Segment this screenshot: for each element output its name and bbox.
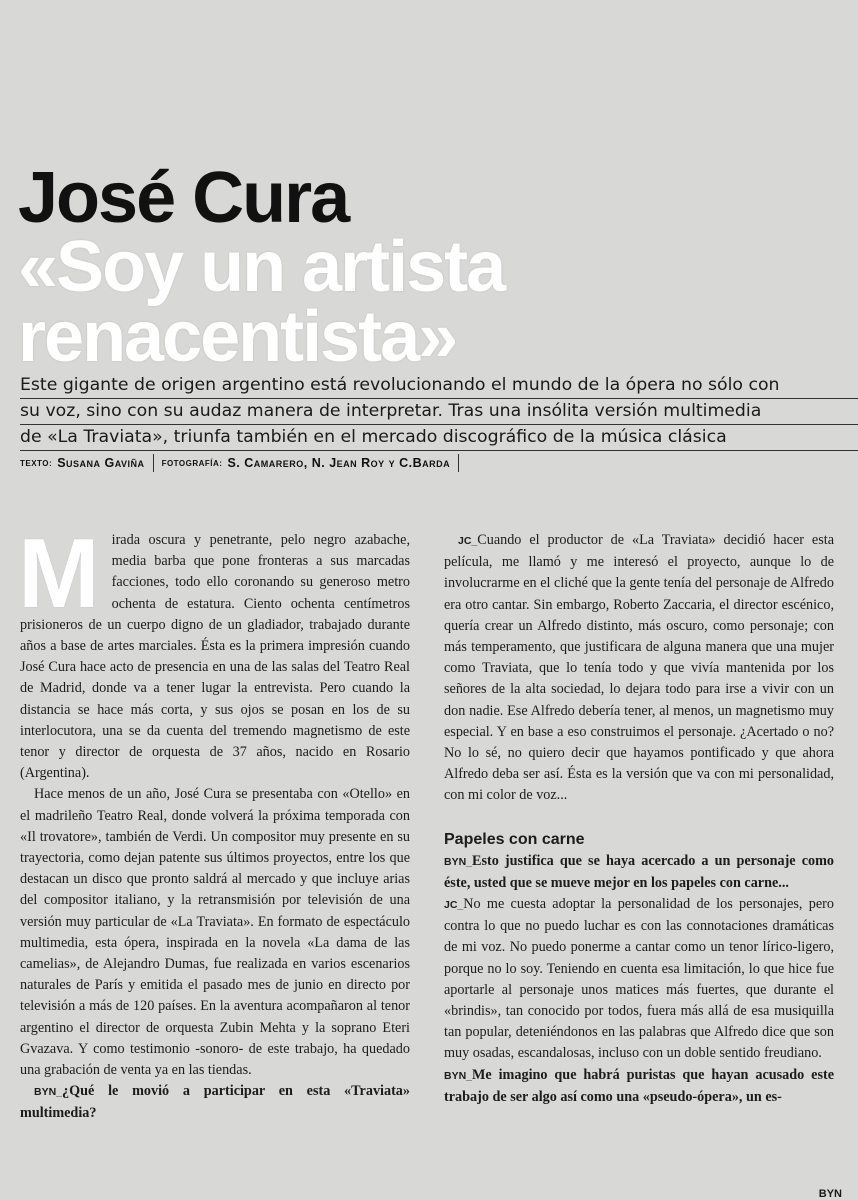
lead-line: su voz, sino con su audaz manera de interpretar. Tras una insólita versión multimedia xyxy=(20,399,858,425)
photo-credit-authors: S. Camarero, N. Jean Roy y C.Barda xyxy=(227,456,451,470)
question-text: ¿Qué le movió a participar en esta «Traviata» multimedia? xyxy=(20,1083,410,1122)
page-footer-logo: BYN xyxy=(818,1188,842,1200)
lead-line: Este gigante de origen argentino está revolucionando el mundo de la ópera no sólo con xyxy=(20,373,858,399)
photo-credit-label: FOTOGRAFÍA: xyxy=(161,458,223,468)
body-paragraph: Hace menos de un año, José Cura se presentaba con «Otello» en el madrileño Teatro Real, donde volverá la próxima temporada con «Il trovatore», también de Verdi. Un compositor muy presente en su trayectoria, como dejan patente sus últimos proyectos, entre los que destacan un disco que pronto saldrá al mercado y que incluye arias del compositor italiano, y la retransmisión por televisión de una versión muy particular de «La Traviata». En formato de espectáculo multimedia, esta ópera, inspirada en la novela «La dama de las camelias», de Alejandro Dumas, fue realizada en varios escenarios naturales de París y emitida el pasado mes de junio en directo por televisión a más de 120 países. En la aventura acompañaron al tenor argentino el director de orquesta Zubin Mehta y la soprano Eteri Gvazava. Y como testimonio -sonoro- de este trabajo, ha quedado una grabación de venta ya en las tiendas. xyxy=(20,786,410,1079)
paragraph-text: irada oscura y penetrante, pelo negro azabache, media barba que pone fronteras a sus marcadas facciones, todo ello coronando su generoso metro ochenta de estatura. Ciento ochenta centímetros prisioneros de un cuerpo digno de un gladiador, trabajado durante años a base de artes marciales. Ésta es la primera impresión cuando José Cura hace acto de presencia en una de las salas del Teatro Real de Madrid, donde va a tener lugar la entrevista. Pero cuando la distancia se hace más corta, y sus ojos se posan en los de su interlocutora, una se da cuenta del tremendo magnetismo de este tenor y director de orquesta de 37 años, nacido en Rosario (Argentina). xyxy=(20,532,410,782)
left-column xyxy=(18,518,410,1125)
lead-paragraph xyxy=(20,373,858,451)
title-quote-line: renacentista» xyxy=(18,297,457,377)
right-column xyxy=(444,530,834,1108)
speaker-tag: JC_ xyxy=(444,899,464,912)
question-text: Esto justifica que se haya acercado a un personaje como éste, usted que se mueve mejor en los papeles con carne... xyxy=(444,852,834,891)
text-credit-label: TEXTO: xyxy=(20,458,53,468)
byline-credits xyxy=(20,454,467,472)
speaker-tag: BYN_ xyxy=(444,855,473,868)
speaker-tag: BYN_ xyxy=(444,1069,473,1082)
speaker-tag: JC_ xyxy=(458,535,478,547)
article-title-quote xyxy=(18,227,505,377)
question-paragraph xyxy=(444,851,834,894)
answer-text: No me cuesta adoptar la personalidad de los personajes, pero contra lo que no puedo luchar es con las connotaciones dramáticas de mi voz. No puedo ponerme a cantar como un tenor lírico-ligero, porque no lo soy. Teniendo en cuenta esa limitación, lo que hice fue aportarle al personaje unos matices más fuertes, que durante el «brindis», tan conocido por todos, fuera más allá de esa musiquilla tan popular, deteniéndonos en las palabras que Alfredo dice que son muy osadas, escandalosas, incluso con un doble sentido freudiano. xyxy=(444,896,834,1062)
answer-text: Cuando el productor de «La Traviata» decidió hacer esta película, me llamó y me interesó el proyecto, aunque lo de involucrarme en el cliché que la gente tenía del personaje de Alfredo era otro cantar. Sin embargo, Roberto Zaccaria, el director escénico, quería crear un Alfredo distinto, más oscuro, como personaje; con más temperamento, que justificara de alguna manera que una mujer como Traviata, que lo tenía todo y que vivía mantenida por los señores de la alta sociedad, lo dejara todo para irse a vivir con un don nadie. Ese Alfredo debería tener, al menos, un magnetismo muy especial. Y en base a eso construimos el personaje. ¿Acertado o no? No lo sé, no quiero decir que hayamos pontificado y que ahora Alfredo deba ser así. Ésta es la versión que va con mi personalidad, con mi color de voz... xyxy=(444,532,834,804)
credit-divider xyxy=(458,454,459,472)
question-text: Me imagino que habrá puristas que hayan acusado este trabajo de ser algo así como una «pseudo-ópera», un es- xyxy=(444,1066,834,1105)
answer-paragraph xyxy=(444,894,834,1065)
answer-paragraph xyxy=(444,530,834,807)
article-title-name: José Cura xyxy=(18,158,349,238)
speaker-tag: BYN_ xyxy=(34,1086,63,1099)
question-paragraph xyxy=(444,1065,834,1108)
credit-divider xyxy=(153,454,154,472)
text-credit-author: Susana Gaviña xyxy=(57,456,145,470)
question-paragraph xyxy=(20,1081,410,1124)
title-quote-line: «Soy un artista xyxy=(18,227,505,307)
body-paragraph xyxy=(18,518,410,784)
lead-line: de «La Traviata», triunfa también en el mercado discográfico de la música clásica xyxy=(20,425,858,451)
drop-cap: M xyxy=(18,518,100,628)
section-subheading: Papeles con carne xyxy=(444,830,585,848)
